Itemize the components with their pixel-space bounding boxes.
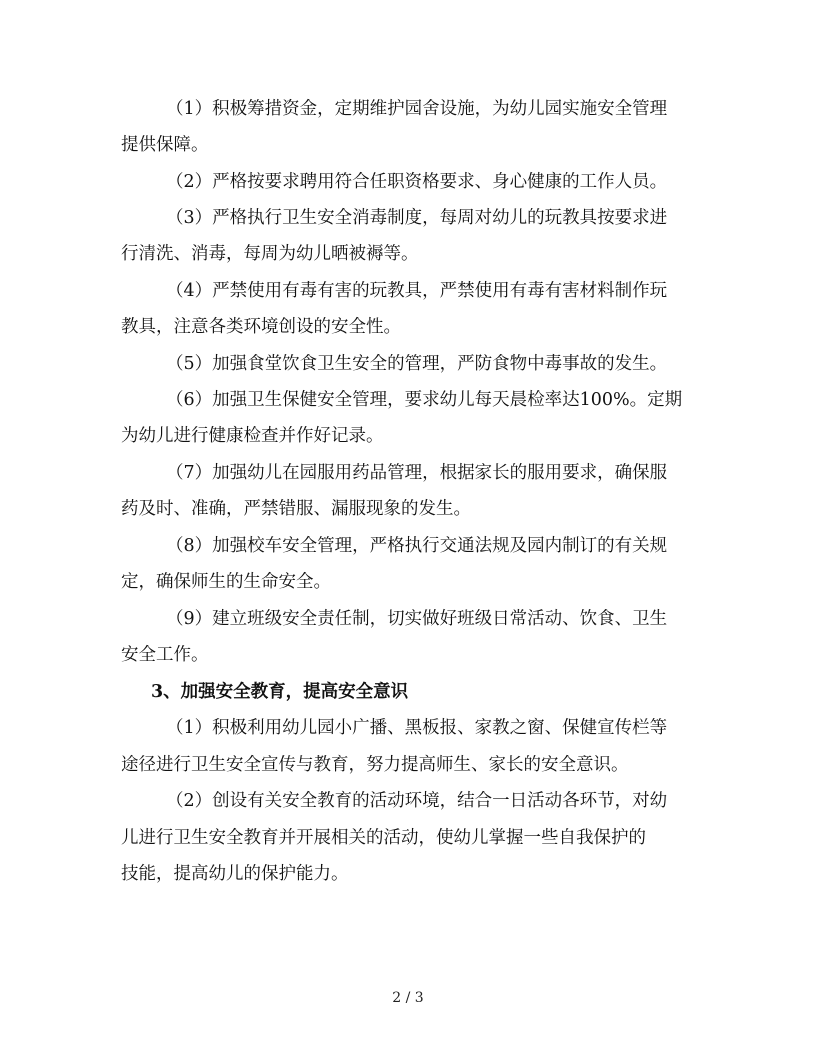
- paragraph-1-line-2: 提供保障。: [121, 135, 209, 155]
- paragraph-9-line-1: （9）建立班级安全责任制，切实做好班级日常活动、饮食、卫生: [166, 609, 668, 629]
- paragraph-7-line-2: 药及时、准确，严禁错服、漏服现象的发生。: [121, 499, 471, 519]
- section-paragraph-2-line-1: （2）创设有关安全教育的活动环境，结合一日活动各环节，对幼: [166, 791, 668, 811]
- paragraph-4-line-1: （4）严禁使用有毒有害的玩教具，严禁使用有毒有害材料制作玩: [166, 281, 668, 301]
- section-paragraph-2-line-2: 儿进行卫生安全教育并开展相关的活动，使幼儿掌握一些自我保护的: [121, 828, 646, 848]
- section-paragraph-1-line-2: 途径进行卫生安全宣传与教育，努力提高师生、家长的安全意识。: [121, 755, 629, 775]
- paragraph-2-line-1: （2）严格按要求聘用符合任职资格要求、身心健康的工作人员。: [166, 172, 668, 192]
- paragraph-8-line-2: 定，确保师生的生命安全。: [121, 572, 331, 592]
- section-paragraph-2-line-3: 技能，提高幼儿的保护能力。: [121, 864, 349, 884]
- paragraph-6-line-2: 为幼儿进行健康检查并作好记录。: [121, 426, 384, 446]
- paragraph-7-line-1: （7）加强幼儿在园服用药品管理，根据家长的服用要求，确保服: [166, 463, 668, 483]
- section-heading: 3、加强安全教育，提高安全意识: [151, 682, 409, 702]
- paragraph-5-line-1: （5）加强食堂饮食卫生安全的管理，严防食物中毒事故的发生。: [166, 354, 668, 374]
- paragraph-1-line-1: （1）积极筹措资金，定期维护园舍设施，为幼儿园实施安全管理: [166, 99, 668, 119]
- section-paragraph-1-line-1: （1）积极利用幼儿园小广播、黑板报、家教之窗、保健宣传栏等: [166, 718, 668, 738]
- paragraph-4-line-2: 教具，注意各类环境创设的安全性。: [121, 317, 401, 337]
- page-number: 2 / 3: [392, 990, 424, 1006]
- paragraph-8-line-1: （8）加强校车安全管理，严格执行交通法规及园内制订的有关规: [166, 536, 668, 556]
- paragraph-3-line-2: 行清洗、消毒，每周为幼儿晒被褥等。: [121, 244, 419, 264]
- paragraph-3-line-1: （3）严格执行卫生安全消毒制度，每周对幼儿的玩教具按要求进: [166, 208, 668, 228]
- paragraph-9-line-2: 安全工作。: [121, 645, 209, 665]
- paragraph-6-line-1: （6）加强卫生保健安全管理，要求幼儿每天晨检率达100%。定期: [166, 390, 683, 410]
